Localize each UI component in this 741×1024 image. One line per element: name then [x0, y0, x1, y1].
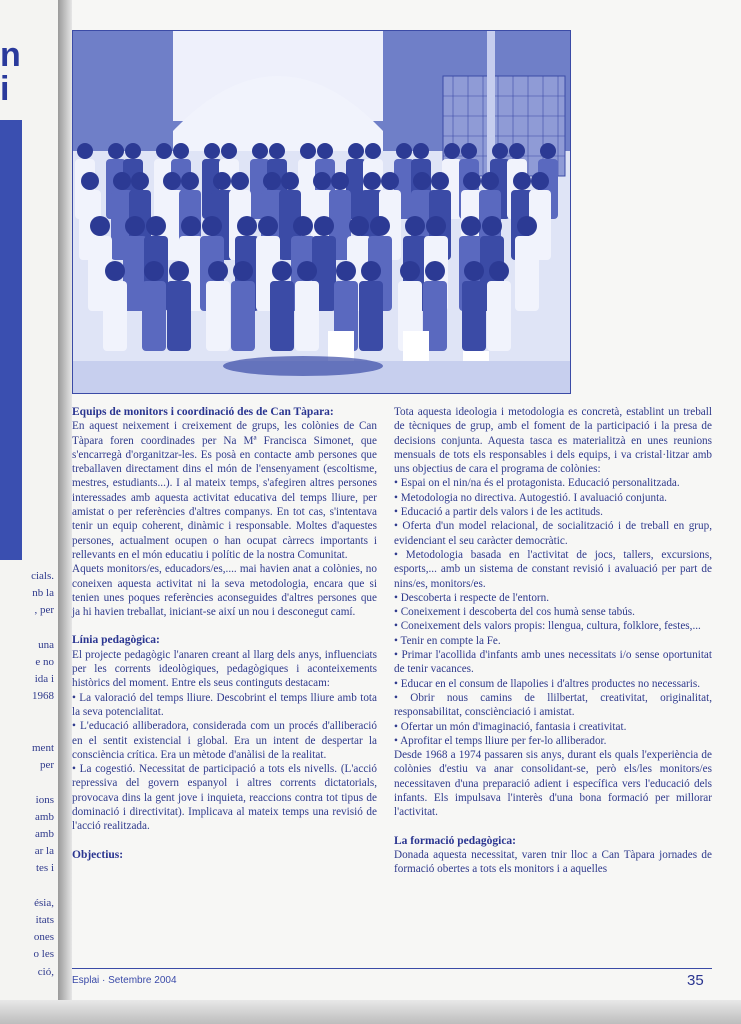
- footer-rule: [72, 968, 712, 969]
- left-page-fragment: [0, 0, 59, 1024]
- left-text-fragment: ció,: [37, 965, 54, 978]
- left-text-fragment: o les: [33, 948, 54, 961]
- list-item: • Tenir en compte la Fe.: [394, 634, 501, 647]
- left-text-fragment: tes i: [35, 862, 54, 875]
- bullet-cogestio: • La cogestió. Necessitat de participació a tots els nivells. (L'acció repressiva del govern espanyol i altres corrents dictatorials, provocava dins la gent jove i inquieta, reaccions contra tot tipus de dominació i directivitat). Implicava al mateix temps una revisió de l'acció realitzada.: [72, 763, 377, 833]
- list-item: • Aprofitar el temps lliure per fer-lo alliberador.: [394, 734, 607, 747]
- footer-publication: Esplai · Setembre 2004: [72, 975, 177, 986]
- heading-linia-pedagogica: Línia pedagògica:: [72, 634, 160, 647]
- book-spine: [58, 0, 72, 1024]
- left-text-fragment: per: [39, 759, 54, 772]
- paragraph-equips-2: Aquets monitors/es, educadors/es,.... mai havien anat a colònies, no coneixen aquesta activitat ni la seva metodologia, encara que si tenien unes poques referències aconseguides d'altres persones que ja hi havien treballat, iniciant-se així un nou i desconegut camí.: [72, 563, 377, 619]
- list-item: • Espai on el nin/na és el protagonista. Educació personalitzada.: [394, 477, 680, 490]
- heading-formacio-pedagogica: La formació pedagògica:: [394, 834, 517, 847]
- page-bottom-shadow: [0, 1000, 741, 1024]
- list-item: • Coneixement dels valors propis: llengua, cultura, folklore, festes,...: [394, 620, 701, 633]
- paragraph-ideologia: Tota aquesta ideologia i metodologia es concretà, establint un treball de tècniques de grup, amb el foment de la participació i la presa de decisions conjunta. Aquesta tasca es materialitzà en unes reunions mensuals de tots els responsables i dels equips, i va cristal·litzar amb uns objectius de cara el programa de colònies:: [394, 406, 712, 476]
- list-item: • Educar en el consum de llapolies i d'altres productes no necessaris.: [394, 677, 701, 690]
- list-item: • Educació a partir dels valors i de les actituds.: [394, 506, 603, 519]
- right-column: [394, 405, 712, 877]
- left-text-fragment: ment: [32, 742, 54, 754]
- left-text-fragment: amb: [35, 828, 54, 840]
- left-text-fragment: itats: [35, 914, 54, 926]
- list-item: • Metodologia no directiva. Autogestió. I avaluació conjunta.: [394, 491, 667, 504]
- paragraph-linia: El projecte pedagògic l'anaren creant al llarg dels anys, influenciats per les corrents ideològiques, pedagògiques i aconteixements històrics del moment. Entre els seus continguts destacam:: [72, 648, 377, 690]
- heading-objectius: Objectius:: [72, 848, 124, 861]
- page-number: 35: [687, 972, 704, 989]
- left-title-fragment-1: n: [0, 36, 21, 74]
- group-photo-illustration: [73, 31, 570, 393]
- list-item: • Metodologia basada en l'activitat de jocs, tallers, excursions, esports,... amb un sistema de constant revisió i avaluació per part de nins/es, monitors/es.: [394, 548, 712, 590]
- paragraph-formacio: Donada aquesta necessitat, varen tnir lloc a Can Tàpara jornades de formació obertes a tots els monitors i a aquelles: [394, 848, 712, 876]
- list-item: • Oferta d'un model relacional, de socialització i de treball en grup, evidenciant el seu caràcter democràtic.: [394, 520, 712, 547]
- list-item: • Coneixement i descoberta del cos humà sense tabús.: [394, 606, 635, 619]
- paragraph-equips-1: En aquest neixement i creixement de grups, les colònies de Can Tàpara foren coordinades per Na Mª Francisca Simonet, que s'encarregà d'organitzar-les. Es posà en contacte amb persones que treballaven directament dins el món de l'ensenyament (escoltisme, mestres, estudiants...). I al mateix temps, s'afegiren altres persones interessades amb aquesta activitat educativa del temps lliure, per amistat o per referències d'altres companys. En tot cas, s'intentava tenir un equip coherent, dinàmic i responsable. Moltes d'aquestes persones, actualment ocupen o han ocupat càrrecs importants i rellevants en el món educatiu i polític de la nostra Comunitat.: [72, 420, 377, 561]
- left-title-fragment-2: i: [0, 70, 10, 108]
- left-text-fragment: amb: [35, 810, 54, 823]
- left-photo-strip: [0, 120, 22, 560]
- left-text-fragment: una: [38, 638, 54, 651]
- objectives-list: [394, 476, 712, 748]
- list-item: • Primar l'acollida d'infants amb unes necessitats i/o sense oportunitat de tenir vacances.: [394, 649, 712, 676]
- list-item: • Obrir nous camins de llilbertat, creativitat, originalitat, responsabilitat, consciènciació i amistat.: [394, 691, 712, 719]
- bullet-educacio-alliberadora: • L'educació alliberadora, considerada com un procés d'alliberació en el sentit existencial i global. Era un intent de despertar la consciència crítica. Era un mètode d'anàlisi de la realitat.: [72, 720, 377, 761]
- left-text-fragment: ar la: [34, 845, 54, 858]
- list-item: • Ofertar un món d'imaginació, fantasia i creativitat.: [394, 720, 627, 733]
- list-item: • Descoberta i respecte de l'entorn.: [394, 591, 550, 604]
- left-text-fragment: 1968: [32, 690, 54, 703]
- left-text-fragment: , per: [34, 604, 54, 617]
- left-text-fragment: cials.: [31, 570, 54, 582]
- left-text-fragment: ones: [33, 931, 54, 944]
- left-text-fragment: nb la: [32, 587, 54, 600]
- left-text-fragment: ésia,: [34, 896, 54, 909]
- left-text-fragment: e no: [35, 656, 54, 668]
- paragraph-desde-1968: Desde 1968 a 1974 passaren sis anys, durant els quals l'experiència de colònies d'estiu va anar consolidant-se, però els/les monitors/es necessitaven d'una preparació adient i específica vers l'educació dels infants. Els impulsava l'interès d'una bona formació per millorar l'activitat.: [394, 749, 712, 819]
- bullet-temps-lliure: • La valoració del temps lliure. Descobrint el temps lliure amb tota la seva potencialitat.: [72, 691, 377, 718]
- left-text-fragment: ions: [35, 793, 54, 806]
- group-photo: [72, 30, 571, 394]
- left-text-fragment: ida i: [34, 673, 54, 686]
- heading-equips: Equips de monitors i coordinació des de Can Tàpara:: [72, 406, 334, 418]
- magazine-page: [72, 0, 741, 1024]
- left-column: [72, 405, 377, 862]
